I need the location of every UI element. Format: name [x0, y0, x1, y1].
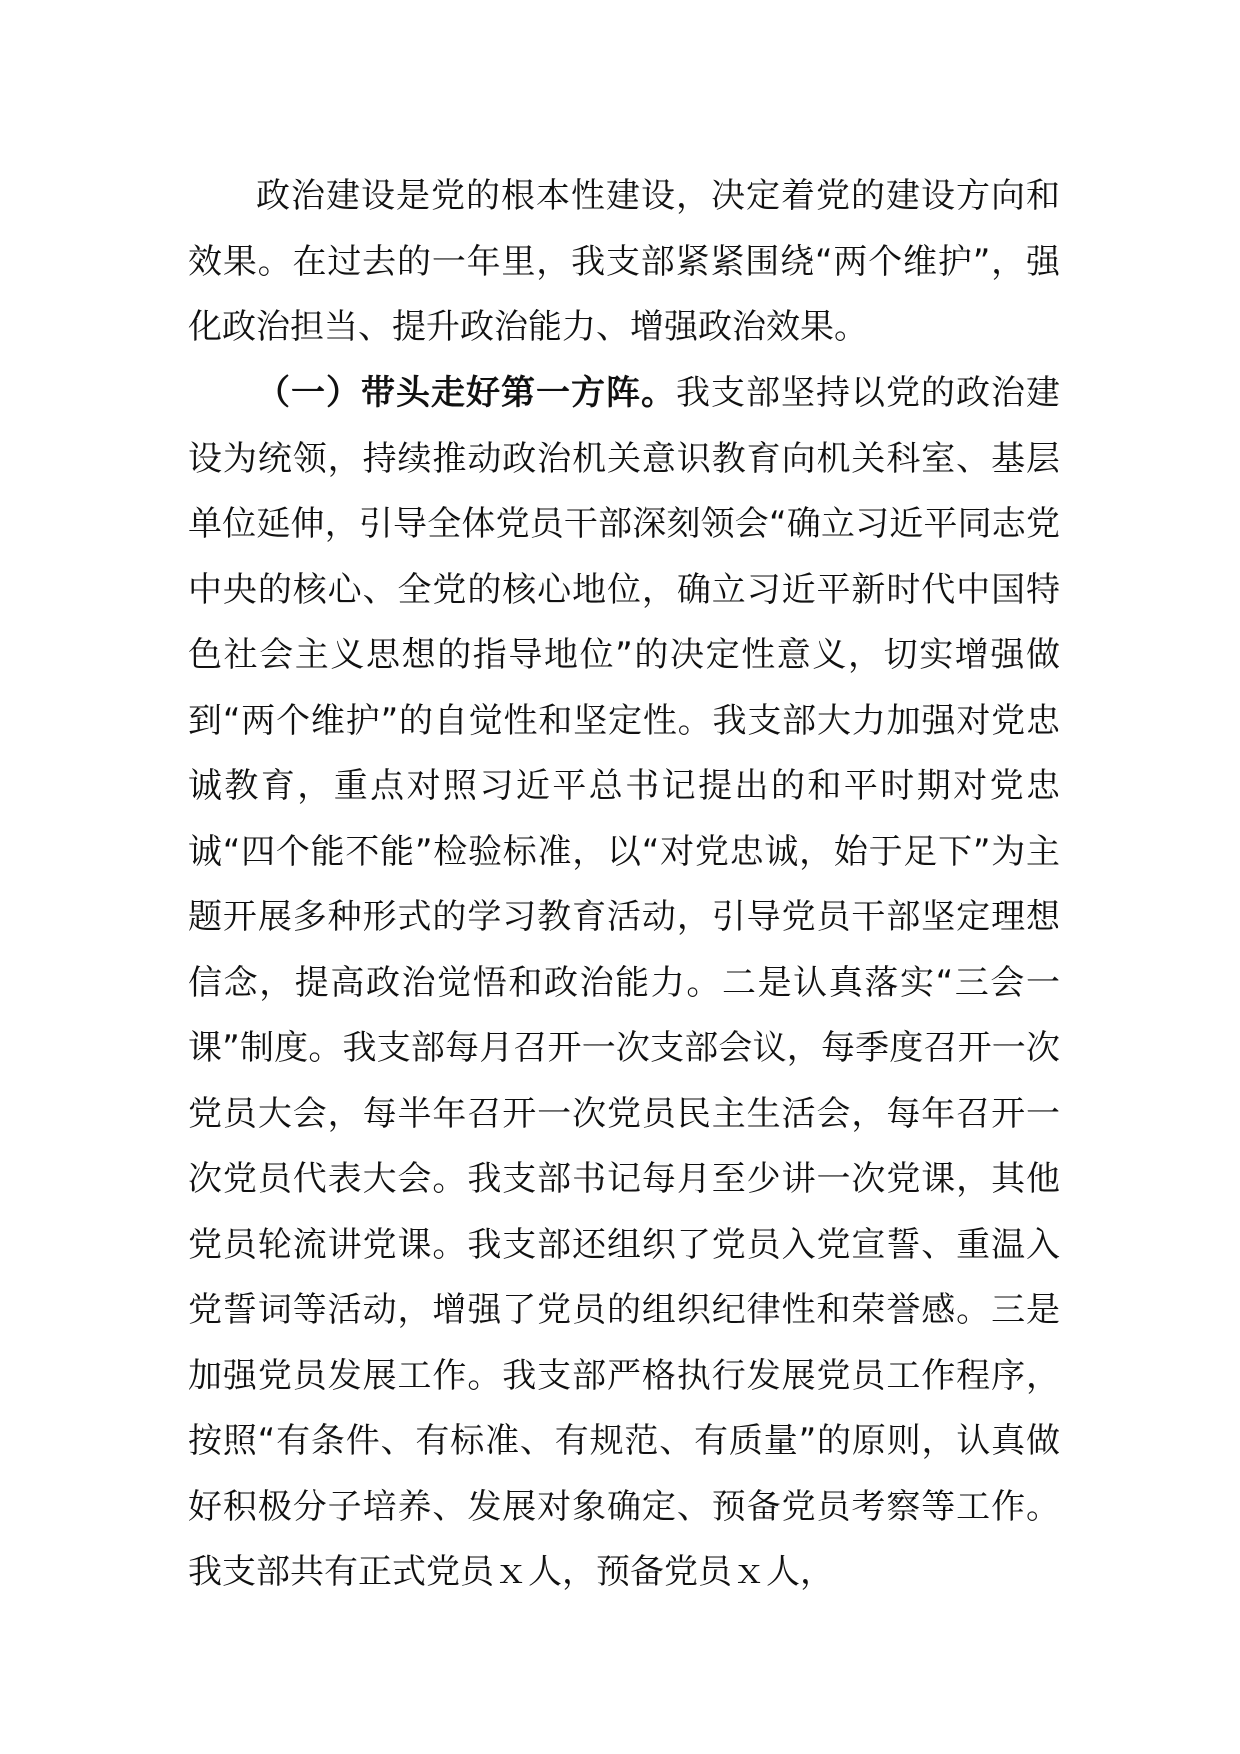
paragraph-2-block: [188, 361, 1060, 1606]
paragraph-2-body: 我支部坚持以党的政治建设为统领，持续推动政治机关意识教育向机关科室、基层单位延伸，引导全体党员干部深刻领会“确立习近平同志党中央的核心、全党的核心地位，确立习近平新时代中国特色社会主义思想的指导地位”的决定性意义，切实增强做到“两个维护”的自觉性和坚定性。我支部大力加强对党忠诚教育，重点对照习近平总书记提出的和平时期对党忠诚“四个能不能”检验标准，以“对党忠诚，始于足下”为主题开展多种形式的学习教育活动，引导党员干部坚定理想信念，提高政治觉悟和政治能力。二是认真落实“三会一课”制度。我支部每月召开一次支部会议，每季度召开一次党员大会，每半年召开一次党员民主生活会，每年召开一次党员代表大会。我支部书记每月至少讲一次党课，其他党员轮流讲党课。我支部还组织了党员入党宣誓、重温入党誓词等活动，增强了党员的组织纪律性和荣誉感。三是加强党员发展工作。我支部严格执行发展党员工作程序，按照“有条件、有标准、有规范、有质量”的原则，认真做好积极分子培养、发展对象确定、预备党员考察等工作。我支部共有正式党员ｘ人，预备党员ｘ人，: [188, 373, 1060, 1592]
section-heading-lead: （一）带头走好第一方阵。: [256, 373, 676, 413]
paragraph-2: [188, 361, 1060, 1606]
paragraph-1-block: [188, 164, 1060, 361]
paragraph-1: 政治建设是党的根本性建设，决定着党的建设方向和效果。在过去的一年里，我支部紧紧围绕“两个维护”，强化政治担当、提升政治能力、增强政治效果。: [188, 176, 1060, 347]
